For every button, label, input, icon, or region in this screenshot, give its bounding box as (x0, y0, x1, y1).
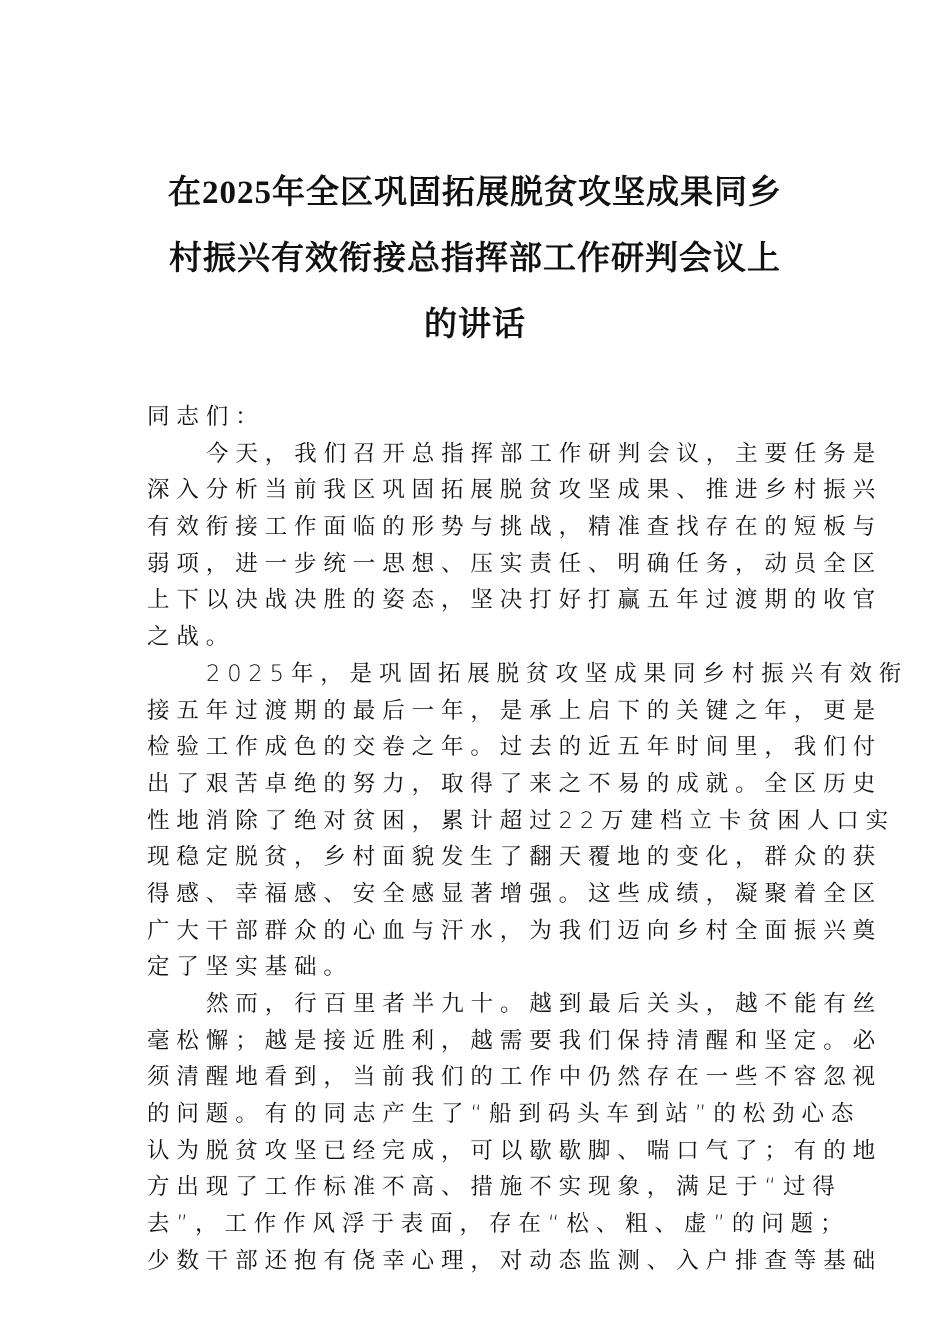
text-line: 今天，我们召开总指挥部工作研判会议，主要任务是 (206, 440, 883, 467)
document-body (147, 399, 909, 1280)
text-line: 广大干部群众的心血与汗水，为我们迈向乡村全面振兴奠 (147, 917, 883, 944)
text-line: 有效衔接工作面临的形势与挑战，精准查找存在的短板与 (147, 514, 883, 541)
text-line: 2025年，是巩固拓展脱贫攻坚成果同乡村振兴有效衔 (206, 660, 909, 687)
text-line: 方出现了工作标准不高、措施不实现象，满足于“过得 (147, 1174, 842, 1201)
text-line: 毫松懈；越是接近胜利，越需要我们保持清醒和坚定。必 (147, 1027, 883, 1054)
text-line: 得感、幸福感、安全感显著增强。这些成绩，凝聚着全区 (147, 880, 883, 907)
text-line: 少数干部还抱有侥幸心理，对动态监测、入户排查等基础 (147, 1247, 883, 1274)
text-line: 弱项，进一步统一思想、压实责任、明确任务，动员全区 (147, 550, 883, 577)
text-line: 现稳定脱贫，乡村面貌发生了翻天覆地的变化，群众的获 (147, 844, 883, 871)
paragraph-2 (147, 656, 909, 986)
text-line: 须清醒地看到，当前我们的工作中仍然存在一些不容忽视 (147, 1064, 883, 1091)
text-line: 检验工作成色的交卷之年。过去的近五年时间里，我们付 (147, 734, 883, 761)
text-line: 上下以决战决胜的姿态，坚决打好打赢五年过渡期的收官 (147, 587, 883, 614)
text-line: 去”，工作作风浮于表面，存在“松、粗、虚”的问题； (147, 1211, 850, 1238)
title-line: 村振兴有效衔接总指挥部工作研判会议上 (169, 241, 781, 277)
text-line: 定了坚实基础。 (147, 954, 353, 981)
text-line: 然而，行百里者半九十。越到最后关头，越不能有丝 (206, 991, 883, 1017)
text-line: 之战。 (147, 624, 236, 651)
document-title (140, 160, 810, 358)
title-line: 在2025年全区巩固拓展脱贫攻坚成果同乡 (168, 175, 782, 211)
text-line: 的问题。有的同志产生了“船到码头车到站”的松劲心态 (147, 1101, 861, 1128)
paragraph-3 (147, 986, 883, 1280)
title-line: 的讲话 (424, 307, 526, 343)
salutation: 同志们： (147, 404, 265, 430)
text-line: 深入分析当前我区巩固拓展脱贫攻坚成果、推进乡村振兴 (147, 477, 883, 504)
text-line: 性地消除了绝对贫困，累计超过22万建档立卡贫困人口实 (147, 807, 896, 834)
text-line: 出了艰苦卓绝的努力，取得了来之不易的成就。全区历史 (147, 770, 883, 797)
text-line: 接五年过渡期的最后一年，是承上启下的关键之年，更是 (147, 697, 883, 724)
paragraph-1 (147, 436, 883, 656)
text-line: 认为脱贫攻坚已经完成，可以歇歇脚、喘口气了；有的地 (147, 1137, 883, 1164)
